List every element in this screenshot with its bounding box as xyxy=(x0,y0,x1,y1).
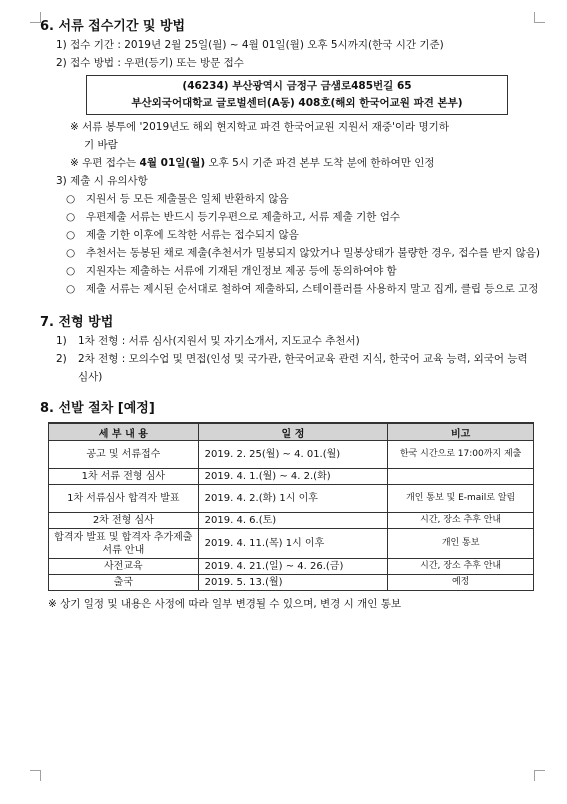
page-corner-mark xyxy=(534,770,545,781)
list-item-text: 제출 기한 이후에 도착한 서류는 접수되지 않음 xyxy=(86,229,299,241)
list-item xyxy=(40,332,540,350)
note-cell: 시간, 장소 추후 안내 xyxy=(388,513,534,529)
task-cell: 1차 서류심사 합격자 발표 xyxy=(49,485,199,513)
list-item xyxy=(40,226,540,244)
table-row xyxy=(49,559,534,575)
date-cell: 2019. 5. 13.(월) xyxy=(198,575,388,591)
bullet-icon: ○ xyxy=(66,193,76,205)
task-cell: 출국 xyxy=(49,575,199,591)
note-cell: 예정 xyxy=(388,575,534,591)
schedule-footnote: ※ 상기 일정 및 내용은 사정에 따라 일부 변경될 수 있으며, 변경 시 개인 통보 xyxy=(48,598,402,610)
note-envelope: ※ 서류 봉투에 '2019년도 해외 현지학교 파견 한국어교원 지원서 재중'이라 명기하 xyxy=(70,121,449,133)
method-item: 2) 접수 방법 : 우편(등기) 또는 방문 접수 xyxy=(56,57,244,69)
list-item-text: 1차 전형 : 서류 심사(지원서 및 자기소개서, 지도교수 추천서) xyxy=(78,335,360,347)
page-corner-mark xyxy=(30,770,41,781)
list-item xyxy=(40,280,540,298)
note-envelope-cont: 기 바람 xyxy=(84,139,118,151)
date-cell: 2019. 4. 21.(일) ~ 4. 26.(금) xyxy=(198,559,388,575)
task-cell: 사전교육 xyxy=(49,559,199,575)
date-cell: 2019. 4. 6.(토) xyxy=(198,513,388,529)
section-title: 8. 선발 절차 [예정] xyxy=(40,401,155,416)
bullet-icon: ○ xyxy=(66,283,76,295)
table-row xyxy=(49,469,534,485)
note-cell: 개인 통보 및 E-mail로 알림 xyxy=(388,485,534,513)
list-item-text: 제출 서류는 제시된 순서대로 철하여 제출하되, 스테이플러를 사용하지 말고 집게, 클립 등으로 고정 xyxy=(86,283,539,295)
list-item-text: 추천서는 동봉된 채로 제출(추천서가 밀봉되지 않았거나 밀봉상태가 불량한 경우, 접수를 받지 않음) xyxy=(86,247,540,259)
table-row xyxy=(49,529,534,559)
note-text: ※ 우편 접수는 xyxy=(70,157,140,169)
item-number: 2) xyxy=(56,353,67,365)
table-row xyxy=(49,441,534,469)
table-row xyxy=(49,485,534,513)
task-cell: 공고 및 서류접수 xyxy=(49,441,199,469)
note-deadline xyxy=(40,154,540,172)
address-box xyxy=(86,75,508,115)
bullet-icon: ○ xyxy=(66,211,76,223)
address-line: 부산외국어대학교 글로벌센터(A동) 408호(해외 한국어교원 파견 본부) xyxy=(131,97,463,109)
list-item-text: 지원서 등 모든 제출물은 일체 반환하지 않음 xyxy=(86,193,289,205)
table-row xyxy=(49,575,534,591)
bullet-icon: ○ xyxy=(66,247,76,259)
caution-heading: 3) 제출 시 유의사항 xyxy=(56,175,148,187)
column-header: 일 정 xyxy=(198,423,388,441)
date-cell: 2019. 4. 11.(목) 1시 이후 xyxy=(198,529,388,559)
note-cell: 한국 시간으로 17:00까지 제출 xyxy=(388,441,534,469)
list-item xyxy=(40,262,540,280)
task-cell: 1차 서류 전형 심사 xyxy=(49,469,199,485)
list-item-text: 2차 전형 : 모의수업 및 면접(인성 및 국가관, 한국어교육 관련 지식, 한국어 교육 능력, 외국어 능력 심사) xyxy=(78,353,528,383)
list-item xyxy=(40,350,540,386)
table-row xyxy=(49,513,534,529)
list-item xyxy=(40,244,540,262)
list-item-text: 우편제출 서류는 반드시 등기우편으로 제출하고, 서류 제출 기한 엄수 xyxy=(86,211,401,223)
note-cell xyxy=(388,469,534,485)
section-title: 7. 전형 방법 xyxy=(40,315,114,330)
date-cell: 2019. 2. 25(월) ~ 4. 01.(월) xyxy=(198,441,388,469)
note-deadline-date: 4월 01일(월) xyxy=(139,157,206,169)
list-item-text: 지원자는 제출하는 서류에 기재된 개인정보 제공 등에 동의하여야 함 xyxy=(86,265,397,277)
table-header-row xyxy=(49,423,534,441)
date-cell: 2019. 4. 2.(화) 1시 이후 xyxy=(198,485,388,513)
column-header: 세 부 내 용 xyxy=(49,423,199,441)
task-cell: 2차 전형 심사 xyxy=(49,513,199,529)
period-item: 1) 접수 기간 : 2019년 2월 25일(월) ~ 4월 01일(월) 오후 5시까지(한국 시간 기준) xyxy=(56,39,444,51)
list-item xyxy=(40,208,540,226)
note-cell: 시간, 장소 추후 안내 xyxy=(388,559,534,575)
list-item xyxy=(40,190,540,208)
date-cell: 2019. 4. 1.(월) ~ 4. 2.(화) xyxy=(198,469,388,485)
bullet-icon: ○ xyxy=(66,265,76,277)
note-text: 오후 5시 기준 파견 본부 도착 분에 한하여만 인정 xyxy=(205,157,435,169)
note-cell: 개인 통보 xyxy=(388,529,534,559)
schedule-table xyxy=(48,422,534,591)
section-title: 6. 서류 접수기간 및 방법 xyxy=(40,19,186,34)
address-line: (46234) 부산광역시 금정구 금샘로485번길 65 xyxy=(182,80,412,92)
document-page xyxy=(40,18,540,613)
column-header: 비고 xyxy=(388,423,534,441)
bullet-icon: ○ xyxy=(66,229,76,241)
item-number: 1) xyxy=(56,335,67,347)
task-cell: 합격자 발표 및 합격자 추가제출서류 안내 xyxy=(49,529,199,559)
